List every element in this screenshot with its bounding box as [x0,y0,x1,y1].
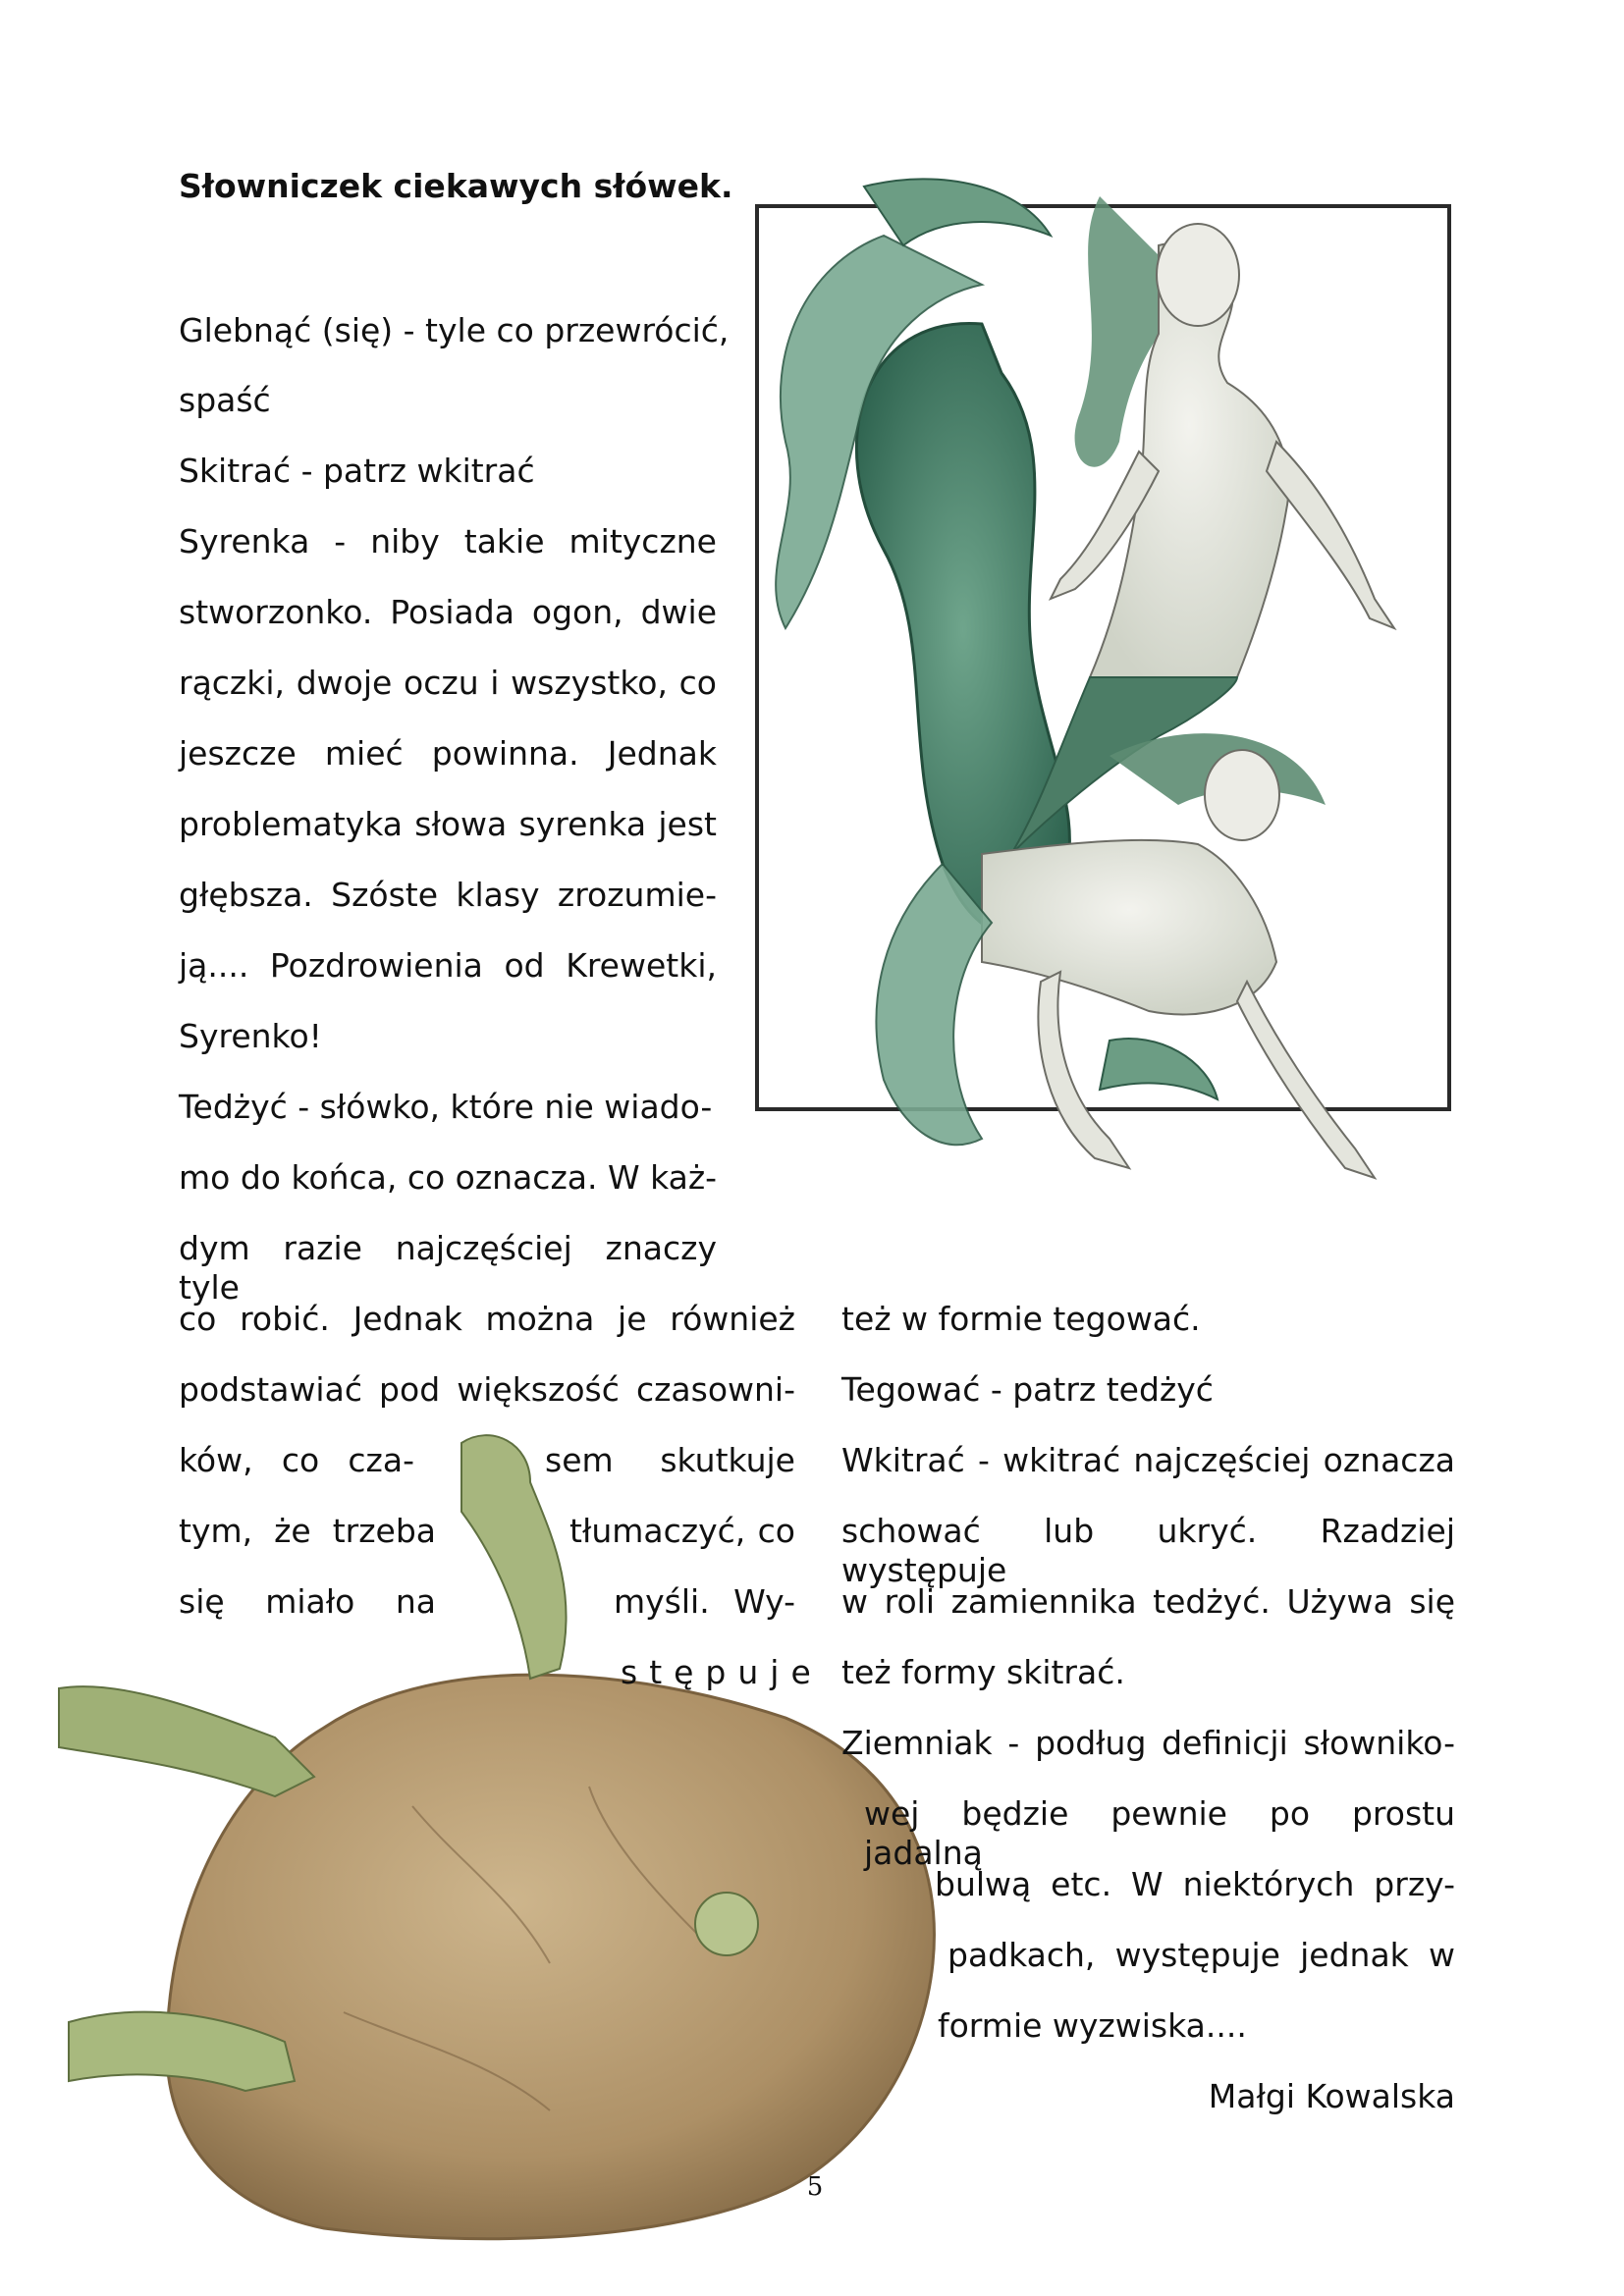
text-line: stępuje [621,1653,823,1691]
text-line: problematyka słowa syrenka jest [179,805,717,843]
text-line: tłumaczyć, co [569,1512,795,1550]
text-line: formie wyzwiska.... [938,2006,1247,2045]
text-line: Skitrać - patrz wkitrać [179,452,535,490]
text-line: sem skutkuje [545,1441,795,1479]
text-line: dym razie najczęściej znaczy tyle [179,1229,717,1307]
text-line: Tedżyć - słówko, które nie wiado- [179,1088,713,1126]
text-line: rączki, dwoje oczu i wszystko, co [179,664,717,702]
page-number: 5 [806,2172,824,2202]
text-line: schować lub ukryć. Rzadziej występuje [841,1512,1455,1589]
text-line: spaść [179,381,271,419]
sprout-left [59,1686,314,1796]
text-line: Syrenka - niby takie mityczne [179,522,717,561]
text-line: co robić. Jednak można je również [179,1300,795,1338]
text-line: stworzonko. Posiada ogon, dwie [179,593,717,631]
author-signature: Małgi Kowalska [1208,2077,1455,2115]
text-line: ków, co cza- [179,1441,414,1479]
text-line: Glebnąć (się) - tyle co przewrócić, [179,311,730,349]
text-line: Tegować - patrz tedżyć [841,1370,1214,1409]
page-title: Słowniczek ciekawych słówek. [179,167,733,205]
text-line: też w formie tegować. [841,1300,1201,1338]
text-line: myśli. Wy- [614,1582,795,1621]
text-line: też formy skitrać. [841,1653,1125,1691]
text-line: wej będzie pewnie po prostu jadalną [864,1794,1455,1872]
text-line: się miało na [179,1582,436,1621]
text-line: tym, że trzeba [179,1512,436,1550]
text-line: mo do końca, co oznacza. W każ- [179,1158,718,1197]
text-line: jeszcze mieć powinna. Jednak [179,734,717,773]
text-line: Ziemniak - podług definicji słowniko- [841,1724,1455,1762]
text-line: padkach, występuje jednak w [947,1936,1455,1974]
text-line: bulwą etc. W niektórych przy- [935,1865,1455,1903]
text-line: Wkitrać - wkitrać najczęściej oznacza [841,1441,1455,1479]
text-line: w roli zamiennika tedżyć. Używa się [841,1582,1455,1621]
text-line: głębsza. Szóste klasy zrozumie- [179,876,717,914]
text-line: Syrenko! [179,1017,322,1055]
sprout-eye [695,1893,758,1955]
text-line: ją.... Pozdrowienia od Krewetki, [179,946,717,985]
text-line: podstawiać pod większość czasowni- [179,1370,795,1409]
